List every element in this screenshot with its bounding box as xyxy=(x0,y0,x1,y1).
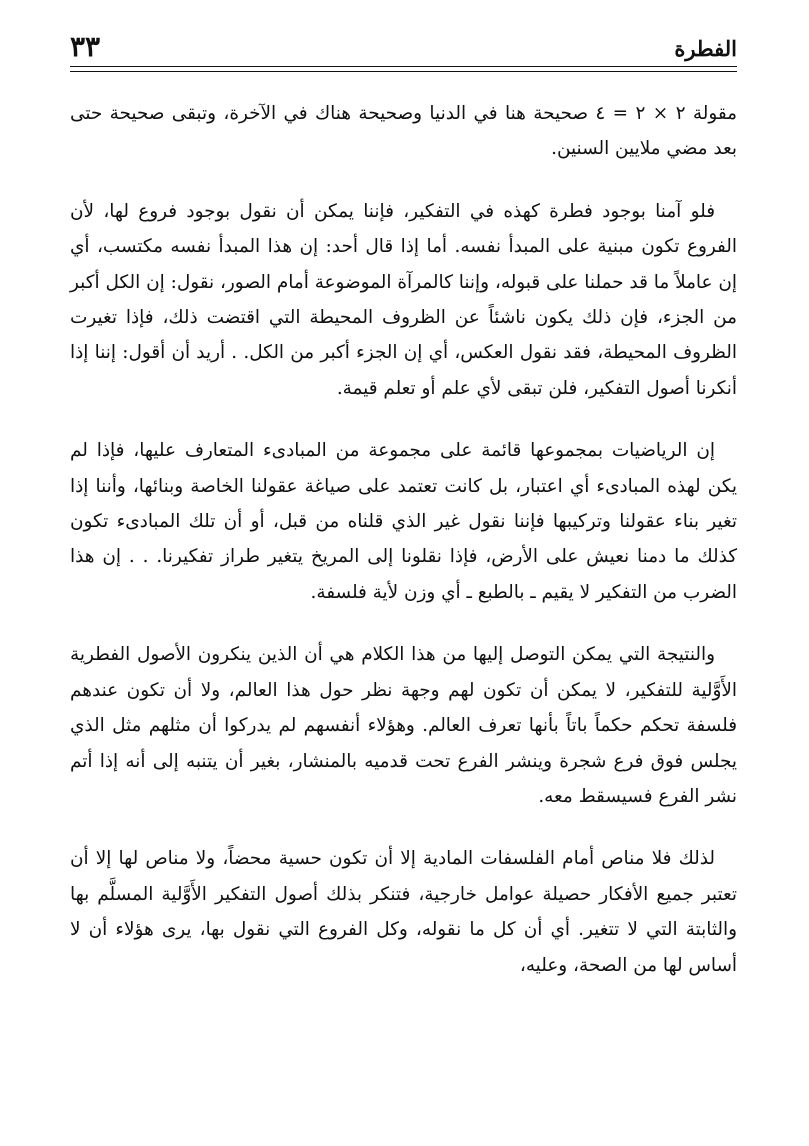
page-number: ٣٣ xyxy=(70,30,101,63)
paragraph-2: فلو آمنا بوجود فطرة كهذه في التفكير، فإننا يمكن أن نقول بوجود فروع لها، لأن الفروع تكون مبنية على المبدأ نفسه. أما إذا قال أحد: إن هذا المبدأ نفسه مكتسب، أي إن عاملاً ما قد حملنا على قبوله، وإننا كالمرآة الموضوعة أمام الصور، نقول: إن الكل أكبر من الجزء، فإن ذلك يكون ناشئاً عن الظروف المحيطة التي اقتضت ذلك، فإذا تغيرت الظروف المحيطة، فقد نقول العكس، أي إن الجزء أكبر من الكل. . أريد أن أقول: إننا إذا أنكرنا أصول التفكير، فلن تبقى لأي علم أو تعلم قيمة. xyxy=(70,200,737,399)
header-rule-bottom xyxy=(70,71,737,72)
paragraph-5: لذلك فلا مناص أمام الفلسفات المادية إلا أن تكون حسية محضاً، ولا مناص لها إلا أن تعتبر جميع الأفكار حصيلة عوامل خارجية، فتنكر بذلك أصول التفكير الأَوَّلية المسلَّم بها والثابتة التي لا تتغير. أي أن كل ما نقوله، وكل الفروع التي نقول بها، يرى هؤلاء أن لا أساس لها من الصحة، وعليه، xyxy=(70,848,737,976)
paragraph-1: مقولة ٢ × ٢ = ٤ صحيحة هنا في الدنيا وصحيحة هناك في الآخرة، وتبقى صحيحة حتى بعد مضي ملايين السنين. xyxy=(70,103,737,160)
paragraph-spacer xyxy=(70,610,737,637)
chapter-title: الفطرة xyxy=(674,36,737,61)
paragraph-4: والنتيجة التي يمكن التوصل إليها من هذا الكلام هي أن الذين ينكرون الأصول الفطرية الأَوَّلية للتفكير، لا يمكن أن تكون لهم وجهة نظر حول هذا العالم، ولا أن تكون عندهم فلسفة تحكم حكماً باتاً بأنها تعرف العالم. وهؤلاء أنفسهم لم يدركوا أن مثلهم مثل الذي يجلس فوق فرع شجرة وينشر الفرع تحت قدميه بالمنشار، بغير أن يتنبه إلى أنه إذا أتم نشر الفرع فسيسقط معه. xyxy=(70,644,737,807)
paragraph-spacer xyxy=(70,167,737,194)
paragraph-3: إن الرياضيات بمجموعها قائمة على مجموعة من المبادىء المتعارف عليها، فإذا لم يكن لهذه المبادىء أي اعتبار، بل كانت تعتمد على صياغة عقولنا الخاصة وبنائها، وأننا إذا تغير بناء عقولنا وتركيبها فإننا نقول غير الذي قلناه من قبل، أو أن تلك المبادىء تكون كذلك ما دمنا نعيش على الأرض، فإذا نقلونا إلى المريخ يتغير طراز تفكيرنا. . . إن هذا الضرب من التفكير لا يقيم ـ بالطبع ـ أي وزن لأية فلسفة. xyxy=(70,440,737,603)
paragraph-spacer xyxy=(70,814,737,841)
header-rule-top xyxy=(70,66,737,67)
running-header xyxy=(70,30,737,70)
paragraph-spacer xyxy=(70,406,737,433)
page-body xyxy=(70,96,737,983)
